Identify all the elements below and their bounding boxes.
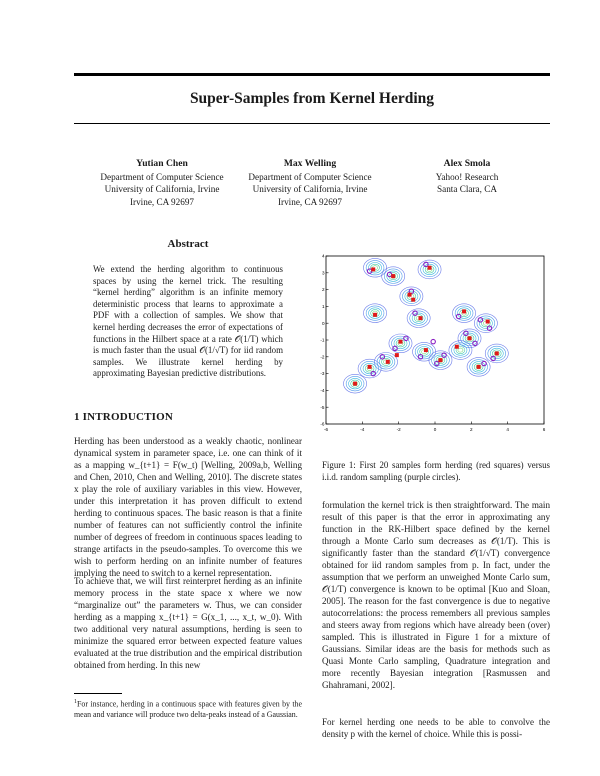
author-block-1 <box>88 158 236 208</box>
herding-sample-point <box>398 340 402 344</box>
herding-sample-point <box>462 309 466 313</box>
y-tick-label: -4 <box>320 388 325 393</box>
x-tick-label: 4 <box>506 427 509 432</box>
herding-sample-point <box>424 348 428 352</box>
y-tick-label: 0 <box>321 320 325 326</box>
author-org: University of California, Irvine <box>252 184 368 195</box>
footnote-rule <box>74 693 122 694</box>
right-p1-text: formulation the kernel trick is then straightforward. The main result of this paper is that the error in approximating any function in the RK-Hilbert space defined by the kernel through a Monte Carlo sum decreases as 𝒪(1/T). This is significantly faster than the standard 𝒪(1/√T) convergence obtained for iid random samples from p. In fact, under the assumption that we perform an unweighed Monte Carlo sum, 𝒪(1/T) convergence is known to be optimal [Kuo and Sloan, 2005]. The reason for the fast convergence is due to negative autocorrelations: the process remembers all previous samples and steers away from regions which have already been (over) sampled. This is illustrated in Figure 1 for a mixture of Gaussians. Similar ideas are the basis for methods such as Quasi Monte Carlo sampling, Quadrature integration and more recently Bayesian integration [Rasmussen and Ghahramani, 2002]. <box>322 500 550 690</box>
intro-paragraph-1 <box>74 435 302 579</box>
y-tick-label: -1 <box>320 337 325 343</box>
y-tick-label: -6 <box>320 421 325 427</box>
author-org: Santa Clara, CA <box>437 184 497 195</box>
footnote <box>74 697 302 720</box>
title-bottom-rule <box>74 123 550 124</box>
herding-sample-point <box>477 365 481 369</box>
herding-sample-point <box>386 360 390 364</box>
top-rule <box>74 73 550 76</box>
figure-caption: Figure 1: First 20 samples form herding (red squares) versus i.i.d. random sampling (purple circles). <box>322 460 550 482</box>
intro-paragraph-2 <box>74 575 302 671</box>
footnote-mark: 1 <box>74 699 77 705</box>
section-heading: 1 INTRODUCTION <box>74 411 174 423</box>
author-org: University of California, Irvine <box>104 184 220 195</box>
y-tick-label: 4 <box>321 253 325 259</box>
right-paragraph-2 <box>322 716 550 740</box>
herding-sample-point <box>391 274 395 278</box>
herding-sample-point <box>408 293 412 297</box>
figure-1 <box>316 252 550 432</box>
herding-sample-point <box>455 345 459 349</box>
author-name: Yutian Chen <box>136 158 188 169</box>
y-tick-label: 3 <box>321 270 325 276</box>
herding-sample-point <box>468 336 472 340</box>
author-block-2 <box>236 158 384 208</box>
herding-sample-point <box>371 267 375 271</box>
x-tick-label: 2 <box>470 427 473 432</box>
herding-sample-point <box>438 358 442 362</box>
author-dept: Department of Computer Science <box>248 172 372 183</box>
y-tick-label: 1 <box>321 304 325 309</box>
author-name: Max Welling <box>283 158 337 169</box>
figure-1-plot <box>316 252 550 432</box>
herding-sample-point <box>428 266 432 270</box>
herding-sample-point <box>395 353 399 357</box>
herding-sample-point <box>486 320 490 324</box>
y-tick-label: -3 <box>320 371 325 377</box>
footnote-text: For instance, herding in a continuous space with features given by the mean and variance will produce two delta-peaks instead of a Gaussian. <box>74 699 302 719</box>
herding-sample-point <box>368 365 372 369</box>
x-tick-label: -6 <box>323 427 329 432</box>
y-tick-label: 2 <box>321 287 325 293</box>
intro-p1-text: Herding has been understood as a weakly chaotic, nonlinear dynamical system in parameter space, i.e. one can think of it as a mapping w_{t+1} = F(w_t) [Welling, 2009a,b, Welling and Chen, 2010, Chen and Welling, 2010]. The discrete states x play the role of auxiliary variables in this view. However, under this interpretation it has proven difficult to extend herding to continuous spaces. The basic reason is that a finite number of features can not sufficiently control the infinite number of degrees of freedom in continuous spaces leading to strange artifacts in the pseudo-samples. To overcome this we wish to perform herding on an infinite number of features implying the need to switch to a kernel representation. <box>74 436 302 578</box>
paper-title: Super-Samples from Kernel Herding <box>189 90 435 107</box>
right-paragraph-1 <box>322 499 550 691</box>
abstract-heading: Abstract <box>167 238 209 250</box>
herding-sample-point <box>495 351 499 355</box>
y-tick-label: -2 <box>320 354 325 360</box>
author-name: Alex Smola <box>443 158 491 169</box>
abstract-text: We extend the herding algorithm to continuous spaces by using the kernel trick. The resulting “kernel herding” algorithm is an infinite memory deterministic process that learns to approximate a PDF with a collection of samples. We show that kernel herding decreases the error of expectations of functions in the Hilbert space at a rate 𝒪(1/T) which is much faster than the usual 𝒪(1/√T) for iid random samples. We illustrate kernel herding by approximating Bayesian predictive distributions. <box>93 264 283 379</box>
x-tick-label: -4 <box>360 427 365 432</box>
y-tick-label: -5 <box>320 404 325 410</box>
x-tick-label: 0 <box>433 427 437 432</box>
herding-sample-point <box>411 298 415 302</box>
author-dept: Yahoo! Research <box>435 172 499 183</box>
right-p2-text: For kernel herding one needs to be able to convolve the density p with the kernel of choice. While this is possi- <box>322 717 550 739</box>
author-loc: Irvine, CA 92697 <box>129 196 195 207</box>
herding-sample-point <box>418 316 422 320</box>
x-tick-label: 6 <box>542 427 546 432</box>
intro-p2-text: To achieve that, we will first reinterpret herding as an infinite memory process in the state space x where we now “marginalize out” the parameters w. Thus, we can consider herding as a mapping x_{t+1} = G(x_1, ..., x_t, w_0). With two additional very natural assumptions, herding is seen to minimize the squared error between expected feature values evaluated at the true distribution and the empirical distribution obtained from herding. In this new <box>74 576 302 670</box>
author-block-3 <box>400 158 534 196</box>
x-tick-label: -2 <box>396 427 401 432</box>
author-dept: Department of Computer Science <box>100 172 224 183</box>
herding-sample-point <box>353 382 357 386</box>
author-loc: Irvine, CA 92697 <box>277 196 343 207</box>
herding-sample-point <box>373 313 377 317</box>
